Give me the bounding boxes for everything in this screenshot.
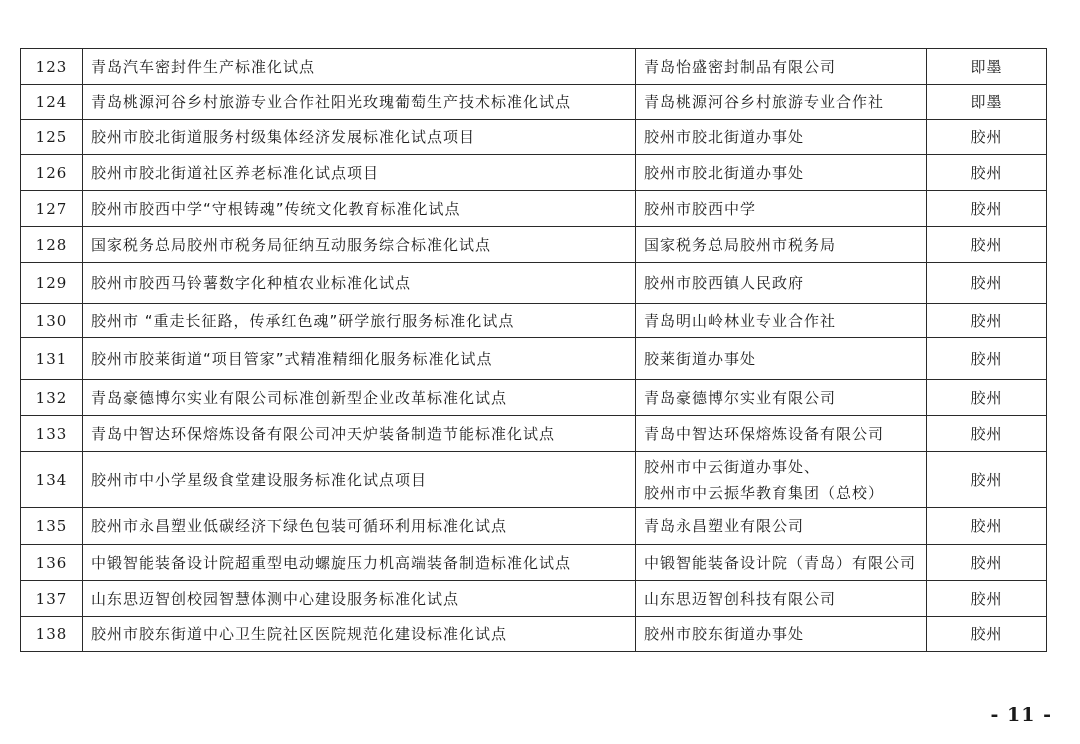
row-number-cell: 127 [21,191,83,227]
region-cell: 胶州 [927,191,1047,227]
responsible-unit-cell [636,380,927,416]
responsible-unit-line: 胶州市胶北街道办事处 [644,163,805,182]
table-row [21,508,1047,545]
project-name-cell: 山东思迈智创校园智慧体测中心建设服务标准化试点 [83,581,636,617]
table-body [21,49,1047,652]
responsible-unit-cell [636,191,927,227]
table-row [21,452,1047,508]
project-name-cell: 国家税务总局胶州市税务局征纳互动服务综合标准化试点 [83,227,636,263]
responsible-unit-line: 青岛豪德博尔实业有限公司 [644,388,837,407]
responsible-unit-cell [636,416,927,452]
project-name-cell: 青岛桃源河谷乡村旅游专业合作社阳光玫瑰葡萄生产技术标准化试点 [83,85,636,120]
row-number-cell: 137 [21,581,83,617]
responsible-unit-line: 胶州市胶西中学 [644,199,757,218]
responsible-unit-cell [636,304,927,338]
project-name-cell: 胶州市胶莱街道“项目管家”式精准精细化服务标准化试点 [83,338,636,380]
region-cell: 胶州 [927,155,1047,191]
row-number-cell: 134 [21,452,83,508]
responsible-unit-cell [636,508,927,545]
responsible-unit-line: 中锻智能装备设计院（青岛）有限公司 [644,553,917,572]
responsible-unit-cell [636,338,927,380]
region-cell: 胶州 [927,263,1047,304]
responsible-unit-cell [636,155,927,191]
table-row [21,581,1047,617]
project-name-cell: 胶州市胶西中学“守根铸魂”传统文化教育标准化试点 [83,191,636,227]
region-cell: 胶州 [927,545,1047,581]
table-row [21,380,1047,416]
responsible-unit-cell [636,581,927,617]
table-row [21,416,1047,452]
table-row [21,49,1047,85]
project-name-cell: 胶州市胶北街道社区养老标准化试点项目 [83,155,636,191]
responsible-unit-cell [636,545,927,581]
row-number-cell: 133 [21,416,83,452]
responsible-unit-line: 胶州市胶东街道办事处 [644,625,805,643]
project-name-cell: 胶州市胶西马铃薯数字化种植农业标准化试点 [83,263,636,304]
table-row [21,545,1047,581]
row-number-cell: 129 [21,263,83,304]
page-number: - 11 - [990,704,1052,726]
project-name-cell: 中锻智能装备设计院超重型电动螺旋压力机高端装备制造标准化试点 [83,545,636,581]
region-cell: 胶州 [927,581,1047,617]
responsible-unit-cell [636,120,927,155]
row-number-cell: 138 [21,617,83,652]
responsible-unit-cell [636,452,927,508]
region-cell: 胶州 [927,380,1047,416]
row-number-cell: 123 [21,49,83,85]
table-row [21,263,1047,304]
table-row [21,120,1047,155]
region-cell: 胶州 [927,508,1047,545]
row-number-cell: 132 [21,380,83,416]
table-row [21,338,1047,380]
row-number-cell: 135 [21,508,83,545]
region-cell: 胶州 [927,338,1047,380]
table-row [21,304,1047,338]
row-number-cell: 125 [21,120,83,155]
responsible-unit-line: 青岛永昌塑业有限公司 [644,517,805,535]
responsible-unit-line: 青岛中智达环保熔炼设备有限公司 [644,424,885,443]
responsible-unit-cell [636,227,927,263]
responsible-unit-line: 青岛怡盛密封制品有限公司 [644,57,837,76]
project-name-cell: 胶州市胶北街道服务村级集体经济发展标准化试点项目 [83,120,636,155]
project-name-cell: 胶州市胶东街道中心卫生院社区医院规范化建设标准化试点 [83,617,636,652]
responsible-unit-line: 胶莱街道办事处 [644,349,757,368]
pilot-projects-table [20,48,1047,652]
project-name-cell: 胶州市永昌塑业低碳经济下绿色包装可循环利用标准化试点 [83,508,636,545]
region-cell: 即墨 [927,49,1047,85]
project-name-cell: 青岛豪德博尔实业有限公司标准创新型企业改革标准化试点 [83,380,636,416]
responsible-unit-cell [636,263,927,304]
row-number-cell: 126 [21,155,83,191]
table-row [21,617,1047,652]
responsible-unit-line: 青岛桃源河谷乡村旅游专业合作社 [644,93,885,111]
region-cell: 胶州 [927,304,1047,338]
region-cell: 胶州 [927,617,1047,652]
row-number-cell: 130 [21,304,83,338]
responsible-unit-line: 胶州市中云振华教育集团（总校） [644,483,885,502]
responsible-unit-line: 胶州市胶北街道办事处 [644,128,805,146]
project-name-cell: 青岛汽车密封件生产标准化试点 [83,49,636,85]
table-row [21,155,1047,191]
project-name-cell: 青岛中智达环保熔炼设备有限公司冲天炉装备制造节能标准化试点 [83,416,636,452]
project-name-cell: 胶州市中小学星级食堂建设服务标准化试点项目 [83,452,636,508]
region-cell: 即墨 [927,85,1047,120]
responsible-unit-line: 山东思迈智创科技有限公司 [644,589,837,608]
row-number-cell: 128 [21,227,83,263]
region-cell: 胶州 [927,416,1047,452]
region-cell: 胶州 [927,452,1047,508]
responsible-unit-cell [636,49,927,85]
responsible-unit-line: 国家税务总局胶州市税务局 [644,235,837,254]
responsible-unit-line: 胶州市胶西镇人民政府 [644,274,805,292]
table-row [21,227,1047,263]
region-cell: 胶州 [927,227,1047,263]
responsible-unit-cell [636,85,927,120]
responsible-unit-line: 胶州市中云街道办事处、 [644,457,821,476]
responsible-unit-line: 青岛明山岭林业专业合作社 [644,311,837,330]
project-name-cell: 胶州市 “重走长征路，传承红色魂”研学旅行服务标准化试点 [83,304,636,338]
responsible-unit-cell [636,617,927,652]
region-cell: 胶州 [927,120,1047,155]
row-number-cell: 131 [21,338,83,380]
row-number-cell: 136 [21,545,83,581]
table-row [21,85,1047,120]
row-number-cell: 124 [21,85,83,120]
table-row [21,191,1047,227]
